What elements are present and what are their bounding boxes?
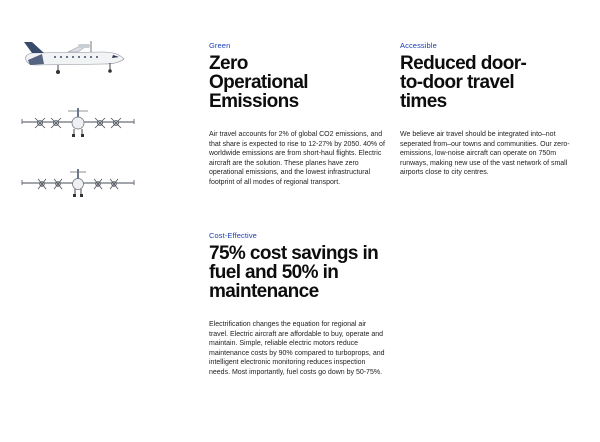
feature-eyebrow: Green bbox=[209, 41, 231, 50]
feature-eyebrow: Cost-Effective bbox=[209, 231, 257, 240]
aircraft-front-view-icon bbox=[18, 106, 138, 138]
feature-card-green bbox=[209, 41, 385, 186]
feature-eyebrow: Accessible bbox=[400, 41, 437, 50]
aircraft-side-view-icon bbox=[18, 40, 128, 76]
feature-card-cost-effective bbox=[209, 231, 389, 376]
feature-body: Air travel accounts for 2% of global CO2 emissions, and that share is expected to rise to 12-27% by 2050. 40% of worldwide emissions are from short-haul flights. Electric aircraft are the solution. These planes have zero operational emissions, and the lowest infrastructural footprint of all modes of regional transport. bbox=[209, 131, 385, 186]
feature-headline: Zero Operational Emissions bbox=[209, 53, 308, 112]
feature-headline: 75% cost savings in fuel and 50% in maintenance bbox=[209, 243, 379, 302]
feature-body: Electrification changes the equation for regional air travel. Electric aircraft are affordable to buy, operate and maintain. Simple, reliable electric motors reduce maintenance costs by 90% compared to turboprops, and intelligent electronic monitoring reduces inspection needs. Most importantly, fuel costs go down by 50-75%. bbox=[209, 321, 385, 376]
feature-body: We believe air travel should be integrated into–not seperated from–our towns and communities. Our zero-emissions, low-noise aircraft can operate on 750m runways, making new use of the vast network of small airports close to city centres. bbox=[400, 131, 570, 177]
aircraft-rear-view-icon bbox=[18, 166, 138, 198]
feature-card-accessible bbox=[400, 41, 575, 177]
feature-headline: Reduced door-to-door travel times bbox=[400, 53, 527, 112]
